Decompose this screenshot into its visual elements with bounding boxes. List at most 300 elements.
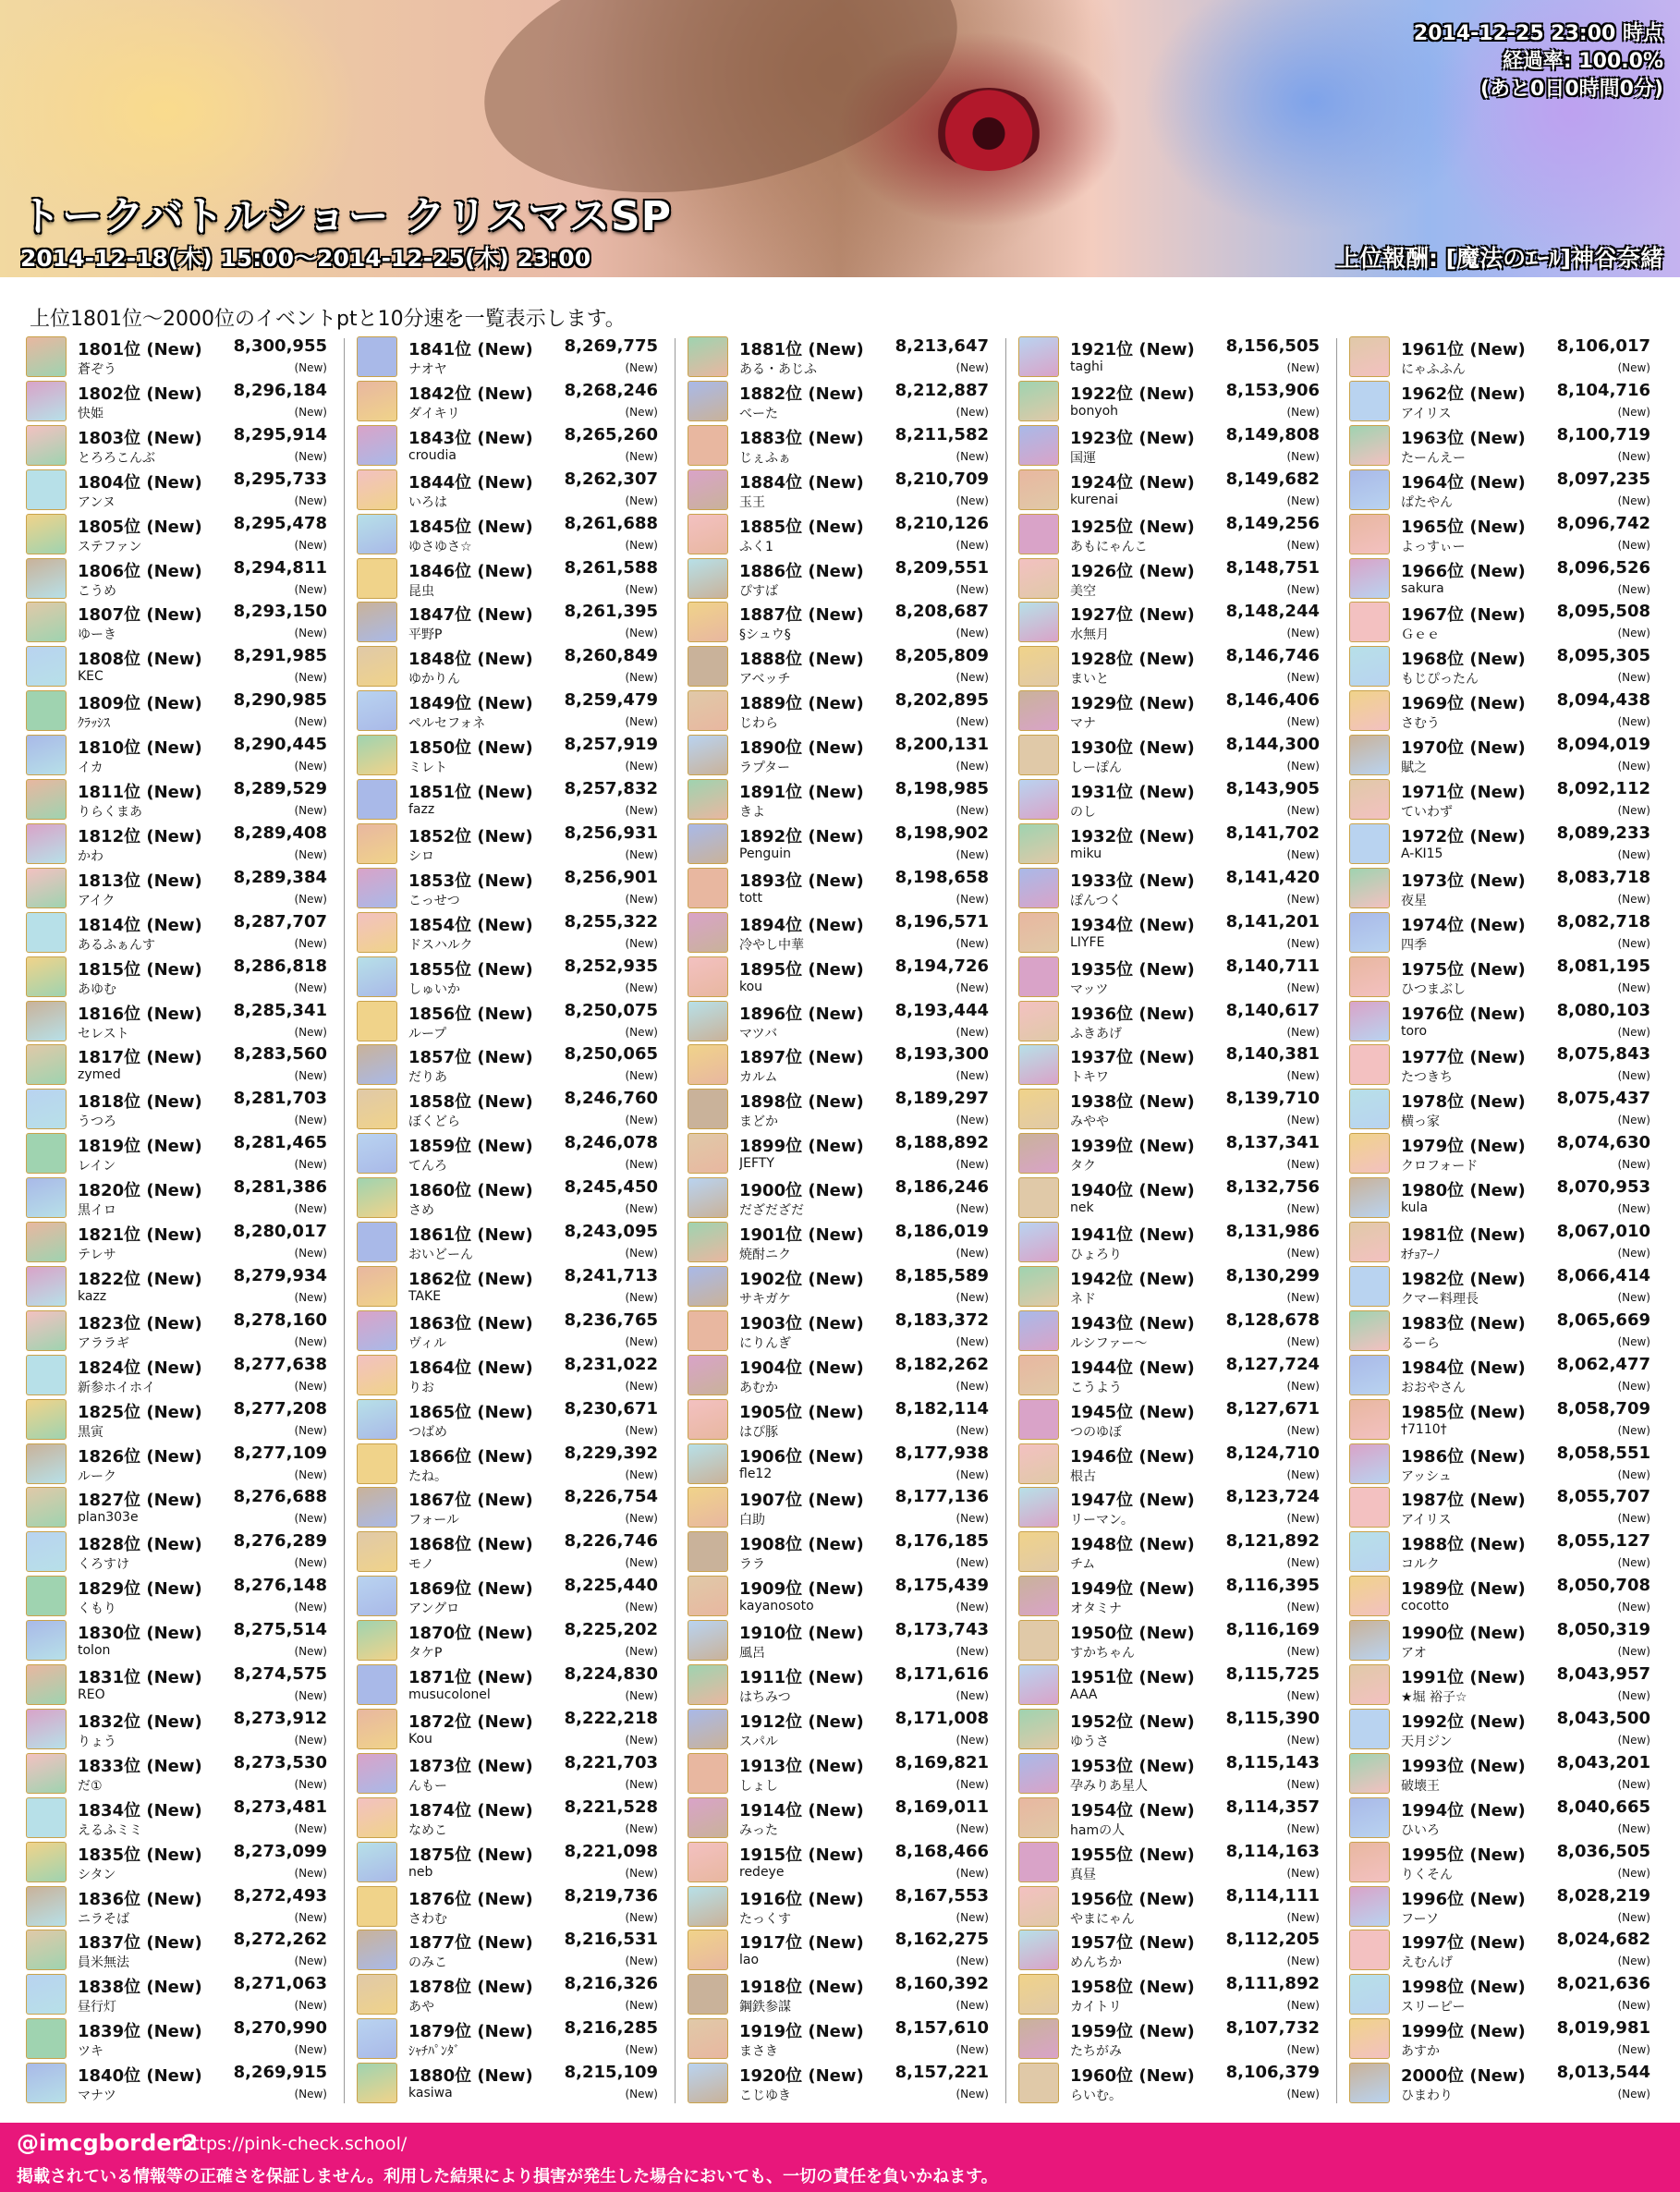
event-points: 8,024,682: [1556, 1930, 1650, 1950]
producer-name: ふきあげ: [1070, 1026, 1122, 1041]
speed-10min: (New): [1286, 1689, 1320, 1702]
idol-avatar: [357, 1886, 397, 1927]
producer-name: neb: [408, 1864, 433, 1880]
event-points: 8,021,636: [1556, 1974, 1650, 1994]
idol-avatar: [688, 956, 728, 997]
ranking-entry: [686, 1972, 994, 2016]
event-title: トークバトルショー クリスマスSP: [20, 193, 672, 240]
rank-label: 1959位 (New): [1070, 2022, 1195, 2042]
rank-label: 1805位 (New): [78, 517, 202, 537]
rank-label: 1933位 (New): [1070, 871, 1195, 891]
speed-10min: (New): [956, 1601, 989, 1614]
rank-label: 1989位 (New): [1401, 1579, 1526, 1600]
ranking-entry: [355, 1309, 663, 1353]
idol-avatar: [1018, 868, 1059, 908]
rank-label: 1984位 (New): [1401, 1358, 1526, 1378]
idol-avatar: [688, 558, 728, 599]
event-points: 8,040,665: [1556, 1796, 1650, 1817]
producer-name: miku: [1070, 846, 1102, 861]
ranking-entry: [686, 1928, 994, 1972]
event-points: 8,193,300: [895, 1044, 989, 1065]
idol-avatar: [357, 602, 397, 642]
ranking-entry: [686, 1131, 994, 1175]
speed-10min: (New): [956, 980, 989, 994]
idol-avatar: [26, 956, 67, 997]
ranking-entry: [686, 644, 994, 688]
idol-avatar: [1349, 1044, 1390, 1085]
rank-label: 1812位 (New): [78, 826, 202, 846]
idol-avatar: [357, 1797, 397, 1838]
producer-name: 国運: [1070, 450, 1096, 466]
idol-avatar: [688, 1310, 728, 1351]
speed-10min: (New): [294, 1733, 327, 1747]
idol-avatar: [1018, 690, 1059, 731]
rank-label: 1943位 (New): [1070, 1313, 1195, 1333]
event-points: 8,211,582: [895, 424, 989, 444]
ranking-entry: [686, 1485, 994, 1529]
producer-name: KEC: [78, 669, 103, 685]
ranking-entry: [1347, 1087, 1656, 1131]
idol-avatar: [1018, 2063, 1059, 2103]
speed-10min: (New): [625, 361, 658, 374]
speed-10min: (New): [625, 493, 658, 507]
ranking-entry: [1017, 1353, 1325, 1397]
event-points: 8,225,202: [564, 1620, 658, 1640]
event-points: 8,276,688: [233, 1487, 327, 1507]
rank-label: 1823位 (New): [78, 1313, 202, 1333]
idol-avatar: [357, 1487, 397, 1528]
speed-10min: (New): [1617, 1512, 1650, 1526]
event-points: 8,300,955: [233, 336, 327, 356]
ranking-entry: [24, 1796, 333, 1840]
ranking-entry: [686, 1175, 994, 1220]
rank-label: 1837位 (New): [78, 1933, 202, 1954]
event-points: 8,226,754: [564, 1487, 658, 1507]
idol-avatar: [1018, 1266, 1059, 1307]
event-points: 8,149,256: [1225, 513, 1320, 533]
disclaimer-text: 掲載されている情報等の正確さを保証しません。利用した結果により損害が発生した場合においても、一切の責任を負いかねます。: [17, 2167, 998, 2186]
ranking-entry: [1347, 1175, 1656, 1220]
ranking-column: [1347, 335, 1656, 2107]
producer-name: えるふミミ: [78, 1822, 142, 1838]
producer-name: 快姫: [78, 406, 103, 421]
rank-label: 1947位 (New): [1070, 1491, 1195, 1511]
producer-name: レイン: [78, 1159, 116, 1175]
rank-label: 1957位 (New): [1070, 1933, 1195, 1954]
ranking-entry: [24, 1087, 333, 1131]
ranking-entry: [24, 335, 333, 379]
ranking-entry: [24, 1972, 333, 2016]
producer-name: にゃふふん: [1401, 362, 1466, 377]
idol-avatar: [357, 1620, 397, 1661]
event-points: 8,230,671: [564, 1398, 658, 1419]
ranking-entry: [355, 1662, 663, 1707]
rank-label: 1809位 (New): [78, 694, 202, 714]
ranking-entry: [1017, 866, 1325, 910]
rank-label: 1864位 (New): [408, 1358, 533, 1378]
producer-name: やまにゃん: [1070, 1911, 1135, 1927]
event-points: 8,286,818: [233, 956, 327, 976]
speed-10min: (New): [956, 1025, 989, 1039]
event-points: 8,272,493: [233, 1885, 327, 1906]
rank-label: 1881位 (New): [739, 340, 864, 359]
producer-name: LIYFE: [1070, 934, 1105, 950]
event-points: 8,176,185: [895, 1531, 989, 1552]
producer-name: おおやさん: [1401, 1380, 1466, 1395]
idol-avatar: [688, 1576, 728, 1616]
ranking-entry: [1347, 777, 1656, 822]
speed-10min: (New): [956, 627, 989, 640]
idol-avatar: [357, 336, 397, 377]
rank-label: 1887位 (New): [739, 605, 864, 626]
ranking-column: [1017, 335, 1325, 2107]
ranking-entry: [355, 1840, 663, 1884]
speed-10min: (New): [1617, 2088, 1650, 2101]
speed-10min: (New): [1617, 1467, 1650, 1481]
idol-avatar: [1349, 1310, 1390, 1351]
speed-10min: (New): [956, 1114, 989, 1127]
rank-label: 1932位 (New): [1070, 826, 1195, 846]
intro-text: 上位1801位〜2000位のイベントptと10分速を一覧表示します。: [30, 308, 626, 331]
event-points: 8,095,305: [1556, 646, 1650, 666]
producer-name: あすか: [1401, 2044, 1440, 2060]
idol-avatar: [688, 735, 728, 775]
ranking-entry: [1347, 688, 1656, 733]
event-points: 8,272,262: [233, 1930, 327, 1950]
event-points: 8,106,017: [1556, 336, 1650, 356]
rank-label: 1936位 (New): [1070, 1004, 1195, 1024]
event-points: 8,123,724: [1225, 1487, 1320, 1507]
speed-10min: (New): [625, 1645, 658, 1659]
event-points: 8,096,526: [1556, 557, 1650, 578]
speed-10min: (New): [1617, 1025, 1650, 1039]
rank-label: 1857位 (New): [408, 1048, 533, 1068]
idol-avatar: [26, 469, 67, 510]
ranking-entry: [686, 1840, 994, 1884]
ranking-entry: [686, 1353, 994, 1397]
event-points: 8,148,244: [1225, 602, 1320, 622]
idol-avatar: [26, 1222, 67, 1262]
rank-label: 1908位 (New): [739, 1535, 864, 1555]
ranking-entry: [1017, 1264, 1325, 1309]
rank-label: 1968位 (New): [1401, 650, 1526, 670]
ranking-entry: [1017, 512, 1325, 556]
idol-avatar: [1018, 1089, 1059, 1129]
rank-label: 1897位 (New): [739, 1048, 864, 1068]
rank-label: 1844位 (New): [408, 472, 533, 493]
speed-10min: (New): [294, 361, 327, 374]
event-points: 8,221,098: [564, 1841, 658, 1861]
producer-name: ｵﾁｮｱｰﾉ: [1401, 1248, 1440, 1262]
rank-label: 1803位 (New): [78, 428, 202, 448]
producer-name: りくそん: [1401, 1867, 1453, 1882]
producer-name: オタミナ: [1070, 1601, 1122, 1617]
idol-avatar: [1349, 1664, 1390, 1705]
idol-avatar: [1018, 1886, 1059, 1927]
status-remaining: (あと0日0時間0分): [1479, 78, 1663, 101]
ranking-entry: [1017, 733, 1325, 777]
idol-avatar: [688, 646, 728, 687]
event-points: 8,153,906: [1225, 380, 1320, 400]
rank-label: 1878位 (New): [408, 1978, 533, 1998]
event-points: 8,281,465: [233, 1133, 327, 1153]
speed-10min: (New): [625, 1733, 658, 1747]
ranking-entry: [1017, 2016, 1325, 2061]
ranking-entry: [24, 556, 333, 601]
ranking-entry: [1347, 733, 1656, 777]
rank-label: 1988位 (New): [1401, 1535, 1526, 1555]
rank-label: 1952位 (New): [1070, 1711, 1195, 1732]
speed-10min: (New): [294, 582, 327, 596]
idol-avatar: [357, 868, 397, 908]
rank-label: 1810位 (New): [78, 738, 202, 759]
site-url-link[interactable]: https://pink-check.school/: [181, 2134, 408, 2154]
speed-10min: (New): [1617, 936, 1650, 950]
rank-label: 1883位 (New): [739, 428, 864, 448]
speed-10min: (New): [1286, 1601, 1320, 1614]
producer-name: タケP: [408, 1646, 443, 1662]
producer-name: とろろこんぶ: [78, 450, 155, 466]
producer-name: まどか: [739, 1114, 778, 1130]
event-points: 8,128,678: [1225, 1309, 1320, 1330]
producer-name: 黒イロ: [78, 1203, 116, 1219]
speed-10min: (New): [1286, 715, 1320, 729]
ranking-entry: [355, 866, 663, 910]
event-points: 8,157,610: [895, 2018, 989, 2039]
event-points: 8,252,935: [564, 956, 658, 976]
idol-avatar: [1018, 1709, 1059, 1749]
ranking-entry: [1017, 777, 1325, 822]
rank-label: 1970位 (New): [1401, 738, 1526, 759]
ranking-grid: [24, 335, 1660, 2107]
speed-10min: (New): [956, 1379, 989, 1393]
idol-avatar: [357, 1930, 397, 1970]
idol-avatar: [357, 1001, 397, 1041]
ranking-entry: [24, 1840, 333, 1884]
ranking-entry: [355, 468, 663, 512]
speed-10min: (New): [1617, 804, 1650, 817]
producer-name: サキガケ: [739, 1291, 791, 1307]
speed-10min: (New): [956, 760, 989, 773]
rank-label: 1825位 (New): [78, 1402, 202, 1422]
producer-name: カイトリ: [1070, 2000, 1122, 2015]
speed-10min: (New): [1286, 1910, 1320, 1924]
speed-10min: (New): [1286, 538, 1320, 552]
idol-avatar: [1349, 558, 1390, 599]
speed-10min: (New): [625, 892, 658, 906]
speed-10min: (New): [956, 1955, 989, 1968]
ranking-entry: [1347, 1662, 1656, 1707]
event-points: 8,246,078: [564, 1133, 658, 1153]
ranking-entry: [1017, 1840, 1325, 1884]
idol-avatar: [1018, 1753, 1059, 1794]
producer-name: てんろ: [408, 1159, 447, 1175]
producer-name: はぴ豚: [739, 1424, 778, 1440]
ranking-entry: [24, 2016, 333, 2061]
producer-name: にりんぎ: [739, 1335, 791, 1351]
ranking-entry: [1017, 688, 1325, 733]
speed-10min: (New): [1617, 760, 1650, 773]
event-points: 8,261,395: [564, 602, 658, 622]
producer-name: イカ: [78, 761, 103, 776]
ranking-entry: [24, 822, 333, 866]
ranking-entry: [1017, 1485, 1325, 1529]
idol-avatar: [688, 1001, 728, 1041]
producer-name: こうめ: [78, 583, 116, 599]
event-points: 8,259,479: [564, 690, 658, 711]
twitter-handle-link[interactable]: @imcgborder2: [17, 2130, 199, 2156]
idol-avatar: [357, 1133, 397, 1174]
idol-avatar: [357, 1355, 397, 1395]
event-points: 8,198,985: [895, 779, 989, 798]
event-points: 8,277,109: [233, 1443, 327, 1463]
speed-10min: (New): [294, 1334, 327, 1348]
rank-label: 1955位 (New): [1070, 1845, 1195, 1865]
rank-label: 1993位 (New): [1401, 1756, 1526, 1776]
producer-name: ｼｬﾁﾊﾟﾝﾀﾞ: [408, 2044, 460, 2060]
producer-name: fle12: [739, 1466, 773, 1481]
speed-10min: (New): [294, 1069, 327, 1083]
idol-avatar: [688, 2018, 728, 2059]
speed-10min: (New): [625, 1601, 658, 1614]
speed-10min: (New): [1286, 980, 1320, 994]
rank-label: 1977位 (New): [1401, 1048, 1526, 1068]
speed-10min: (New): [1617, 1645, 1650, 1659]
producer-name: めんちか: [1070, 1955, 1122, 1971]
rank-label: 1906位 (New): [739, 1446, 864, 1467]
rank-label: 1818位 (New): [78, 1092, 202, 1113]
ranking-entry: [24, 955, 333, 999]
event-points: 8,066,414: [1556, 1265, 1650, 1285]
speed-10min: (New): [1286, 1202, 1320, 1216]
speed-10min: (New): [294, 449, 327, 463]
speed-10min: (New): [956, 1069, 989, 1083]
idol-avatar: [357, 1709, 397, 1749]
status-box: [1414, 20, 1663, 104]
idol-avatar: [1018, 1930, 1059, 1970]
speed-10min: (New): [1286, 1955, 1320, 1968]
ranking-entry: [1017, 1707, 1325, 1751]
speed-10min: (New): [625, 1334, 658, 1348]
idol-avatar: [26, 1266, 67, 1307]
speed-10min: (New): [1286, 1025, 1320, 1039]
idol-avatar: [688, 336, 728, 377]
speed-10min: (New): [956, 2088, 989, 2101]
producer-name: りらくまあ: [78, 805, 142, 820]
producer-name: アイク: [78, 893, 116, 908]
rank-label: 1807位 (New): [78, 605, 202, 626]
speed-10min: (New): [1286, 1290, 1320, 1304]
rank-label: 1901位 (New): [739, 1225, 864, 1245]
event-points: 8,221,528: [564, 1796, 658, 1817]
speed-10min: (New): [1617, 1866, 1650, 1880]
idol-avatar: [688, 912, 728, 953]
speed-10min: (New): [1617, 1290, 1650, 1304]
event-points: 8,281,703: [233, 1089, 327, 1109]
idol-avatar: [688, 602, 728, 642]
speed-10min: (New): [625, 1467, 658, 1481]
producer-name: croudia: [408, 447, 457, 463]
rank-label: 1962位 (New): [1401, 384, 1526, 404]
idol-avatar: [688, 868, 728, 908]
event-points: 8,036,505: [1556, 1841, 1650, 1861]
rank-label: 1802位 (New): [78, 384, 202, 404]
event-points: 8,149,808: [1225, 424, 1320, 444]
ranking-entry: [686, 600, 994, 644]
producer-name: くもり: [78, 1601, 116, 1617]
ranking-entry: [1017, 1175, 1325, 1220]
idol-avatar: [357, 646, 397, 687]
producer-name: kou: [739, 979, 763, 994]
idol-avatar: [1349, 469, 1390, 510]
status-time: 2014-12-25 23:00 時点: [1413, 22, 1663, 45]
event-points: 8,274,575: [233, 1664, 327, 1684]
producer-name: おいどーん: [408, 1248, 473, 1262]
ranking-entry: [686, 777, 994, 822]
idol-avatar: [1018, 1133, 1059, 1174]
idol-avatar: [26, 2018, 67, 2059]
rank-label: 1967位 (New): [1401, 605, 1526, 626]
event-points: 8,289,408: [233, 822, 327, 843]
producer-name: 新参ホイホイ: [78, 1380, 155, 1395]
rank-label: 1856位 (New): [408, 1004, 533, 1024]
idol-avatar: [26, 1399, 67, 1440]
speed-10min: (New): [1617, 361, 1650, 374]
event-points: 8,277,638: [233, 1354, 327, 1374]
event-points: 8,257,832: [564, 779, 658, 798]
event-points: 8,089,233: [1556, 822, 1650, 843]
ranking-entry: [24, 1220, 333, 1264]
idol-avatar: [1349, 1797, 1390, 1838]
producer-name: 昆虫: [408, 583, 434, 599]
speed-10min: (New): [294, 1601, 327, 1614]
producer-name: こうよう: [1070, 1380, 1122, 1395]
event-points: 8,256,931: [564, 822, 658, 843]
idol-avatar: [1018, 602, 1059, 642]
ranking-entry: [24, 512, 333, 556]
idol-avatar: [1349, 1753, 1390, 1794]
speed-10min: (New): [625, 980, 658, 994]
rank-label: 1920位 (New): [739, 2066, 864, 2087]
speed-10min: (New): [1286, 1999, 1320, 2013]
rank-label: 1980位 (New): [1401, 1181, 1526, 1201]
ranking-entry: [1017, 1574, 1325, 1618]
speed-10min: (New): [1286, 1069, 1320, 1083]
event-points: 8,140,711: [1225, 956, 1320, 976]
speed-10min: (New): [625, 715, 658, 729]
ranking-entry: [355, 1397, 663, 1442]
producer-name: みやや: [1070, 1114, 1109, 1130]
event-points: 8,273,481: [233, 1796, 327, 1817]
producer-name: ネド: [1070, 1291, 1096, 1307]
ranking-entry: [1017, 1751, 1325, 1796]
idol-avatar: [26, 1310, 67, 1351]
event-points: 8,183,372: [895, 1309, 989, 1330]
rank-label: 1865位 (New): [408, 1402, 533, 1422]
speed-10min: (New): [1617, 449, 1650, 463]
speed-10min: (New): [294, 1423, 327, 1437]
idol-avatar: [1018, 1664, 1059, 1705]
rank-label: 1994位 (New): [1401, 1800, 1526, 1821]
speed-10min: (New): [1617, 1955, 1650, 1968]
column-divider: [1005, 338, 1006, 2103]
ranking-entry: [24, 777, 333, 822]
rank-label: 1824位 (New): [78, 1358, 202, 1378]
speed-10min: (New): [625, 1821, 658, 1835]
speed-10min: (New): [956, 1512, 989, 1526]
rank-label: 1903位 (New): [739, 1313, 864, 1333]
speed-10min: (New): [1617, 1069, 1650, 1083]
